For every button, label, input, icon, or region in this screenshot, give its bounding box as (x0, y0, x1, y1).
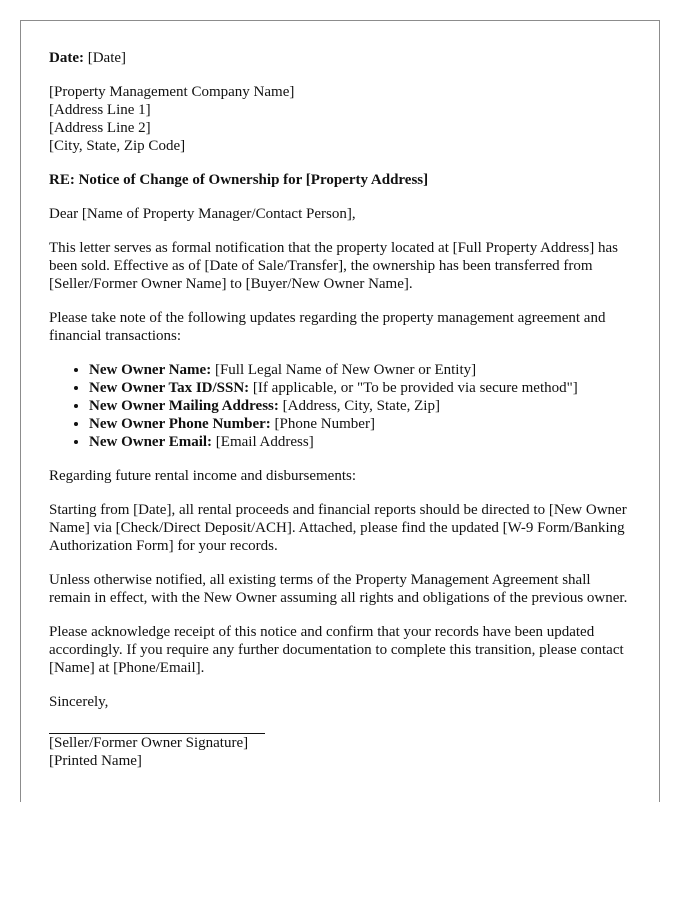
recipient-address (49, 83, 631, 155)
date-value: [Date] (87, 50, 127, 66)
recipient-line: [City, State, Zip Code] (49, 138, 186, 154)
recipient-line: [Address Line 1] (49, 102, 151, 118)
list-item-value: [Email Address] (215, 434, 314, 450)
date-label: Date: (49, 50, 84, 66)
list-item (89, 379, 631, 397)
list-item-label: New Owner Name: (89, 362, 212, 378)
list-item (89, 397, 631, 415)
paragraph-updates-intro: Please take note of the following updates regarding the property management agreement and financial transactions: (49, 310, 606, 344)
letter-page (20, 20, 660, 802)
list-item-label: New Owner Phone Number: (89, 416, 271, 432)
paragraph-notification: This letter serves as formal notification that the property located at [Full Property Address] has been sold. Effective as of [Date of Sale/Transfer], the ownership has been transferred from [Seller/Former Owner Name] to [Buyer/New Owner Name]. (49, 240, 619, 292)
subject-line (49, 171, 631, 189)
recipient-line: [Property Management Company Name] (49, 84, 295, 100)
list-item (89, 415, 631, 433)
list-item-label: New Owner Tax ID/SSN: (89, 380, 250, 396)
date-line (49, 49, 631, 67)
signature-block (49, 734, 631, 770)
salutation: Dear [Name of Property Manager/Contact Person], (49, 206, 356, 222)
list-item-value: [If applicable, or "To be provided via secure method"] (252, 380, 578, 396)
paragraph-rental-details: Starting from [Date], all rental proceeds and financial reports should be directed to [New Owner Name] via [Check/Direct Deposit/ACH]. Attached, please find the updated [W-9 Form/Banking Authorization Form] for your records. (49, 502, 627, 554)
list-item-label: New Owner Email: (89, 434, 213, 450)
paragraph-acknowledge: Please acknowledge receipt of this notice and confirm that your records have been updated accordingly. If you require any further documentation to complete this transition, please contact [Name] at [Phone/Email]. (49, 624, 624, 676)
list-item (89, 433, 631, 451)
updates-list (49, 361, 631, 451)
signature-label: [Seller/Former Owner Signature] (49, 735, 249, 751)
recipient-line: [Address Line 2] (49, 120, 151, 136)
list-item-value: [Full Legal Name of New Owner or Entity] (214, 362, 477, 378)
closing: Sincerely, (49, 694, 109, 710)
printed-name-label: [Printed Name] (49, 753, 142, 769)
list-item-value: [Phone Number] (274, 416, 375, 432)
list-item (89, 361, 631, 379)
subject-text: RE: Notice of Change of Ownership for [Property Address] (49, 172, 429, 188)
list-item-label: New Owner Mailing Address: (89, 398, 279, 414)
paragraph-rental-intro: Regarding future rental income and disbursements: (49, 468, 356, 484)
list-item-value: [Address, City, State, Zip] (282, 398, 440, 414)
paragraph-terms: Unless otherwise notified, all existing terms of the Property Management Agreement shall remain in effect, with the New Owner assuming all rights and obligations of the previous owner. (49, 572, 628, 606)
